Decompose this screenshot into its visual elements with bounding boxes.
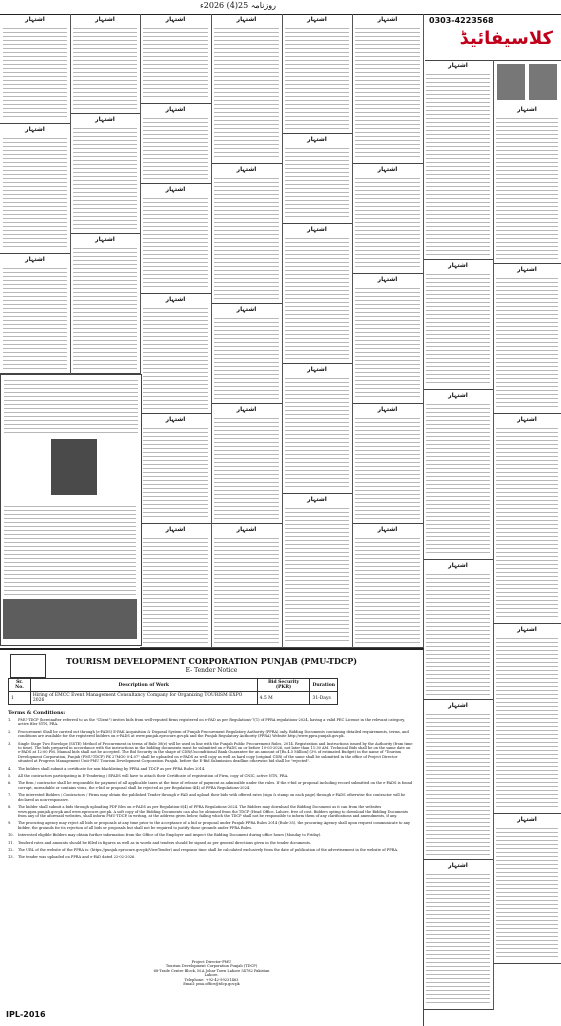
legal-notice: اشتہار xyxy=(140,294,211,414)
legal-notice: اشتہار xyxy=(423,60,493,260)
table-cell: 1 xyxy=(9,692,31,705)
term-text: Tenderd rates and amounts should be filled in figures as well as in words and tenders should be signed as per general directions given in the tender documents. xyxy=(18,840,312,845)
legal-notice: اشتہار xyxy=(140,184,211,294)
term-number: 1. xyxy=(8,718,12,722)
term-number: 5. xyxy=(8,774,12,779)
portrait-photo xyxy=(529,64,557,100)
table-header: Sr. No. xyxy=(9,679,31,692)
term-text: The procuring agency may reject all bids or proposals at any time prior to the acceptance of a bid or proposal under Punjab PPRA Rules 2014 (Rule-35). the procuring Agency shall upon request communicate to any bidder, the grounds for its rejection of all bids or proposals but shall not be required to justify those grounds under PPRA Rules. xyxy=(18,821,411,830)
legal-notice: اشتہار xyxy=(70,234,140,374)
table-header: Duration xyxy=(310,679,338,692)
table-cell: Hiring of EMCC Event Management Consultancy Company for Organizing TOURISM EXPO 2026 xyxy=(30,692,257,705)
table-header: Bid Security (PKR) xyxy=(257,679,310,692)
term-number: 7. xyxy=(8,793,12,798)
legal-notice: اشتہار xyxy=(493,104,561,264)
term-item xyxy=(8,855,413,859)
legal-notice: اشتہار xyxy=(282,224,352,364)
term-text: The bidder shall submit a bids through uploading PDF files on e-PADS as per Regulation-6(4) of PPRA Regulations-2024. The Bidders may download the Bidding Document as it can from the websites www.ppra.punjab.gov.pk and www.eprocure.gov.pk. A soft copy of the Bidding Documents can also be obtained from the TDCP (Head Office, Lahore, free of cost. Bidders opting to download the Bidding Documents from any of the aforesaid websites, shall inform PMU-TDCP, in writing, at the address given below, failing which the TDCP shall not be responsible to inform them of any clarifications and amendments, if any. xyxy=(18,805,409,818)
legal-notice: اشتہار xyxy=(0,14,70,124)
term-number: 11. xyxy=(8,840,14,845)
legal-notice: اشتہار xyxy=(211,14,282,164)
term-item xyxy=(8,841,413,845)
legal-notice: اشتہار xyxy=(352,524,423,648)
term-text: The tender was uploaded on PPRA and e-PAD dated 22-02-2026. xyxy=(18,855,136,860)
terms-heading: Terms & Conditions: xyxy=(8,710,66,716)
news-article xyxy=(0,374,142,646)
legal-notice: اشتہار xyxy=(70,114,140,234)
term-item xyxy=(8,821,413,830)
notice-column-6 xyxy=(140,14,212,648)
term-text: The bidders shall submit a certificate for non-blacklisting by PPRA and TDCP as per PPRA Rules 2014. xyxy=(18,766,206,771)
notice-column-2 xyxy=(423,60,494,1010)
signature-line: 68-Trade Centre Block, M.A Johar Town Lahore 54782 Pakistan xyxy=(153,968,270,973)
legal-notice: اشتہار xyxy=(423,390,493,560)
legal-notice: اشتہار xyxy=(423,560,493,700)
legal-notice: اشتہار xyxy=(352,14,423,164)
term-number: 10. xyxy=(8,833,14,838)
term-item xyxy=(8,833,413,837)
term-number: 8. xyxy=(8,805,12,810)
notice-column-4 xyxy=(282,14,353,648)
notice-column-5 xyxy=(211,14,283,648)
legal-notice: اشتہار xyxy=(282,134,352,224)
legal-notice: اشتہار xyxy=(0,254,70,374)
term-item xyxy=(8,781,413,790)
table-header: Description of Work xyxy=(30,679,257,692)
legal-notice: اشتہار xyxy=(352,274,423,404)
legal-notice: اشتہار xyxy=(352,404,423,524)
terms-list xyxy=(8,718,413,863)
term-item xyxy=(8,774,413,778)
tender-table xyxy=(8,678,338,705)
news-text xyxy=(1,501,139,597)
portrait-photo xyxy=(497,64,525,100)
term-number: 6. xyxy=(8,781,12,786)
contact-phone: 0303-4223568 xyxy=(429,16,494,25)
table-cell: 4.5 M xyxy=(257,692,310,705)
masthead-strip xyxy=(0,0,561,15)
legal-notice: اشتہار xyxy=(70,14,140,114)
term-text: PMU-TDCP (hereinafter referred to as the "Client") invites bids from well-reputed firms registered on e-PAD as per Regulations-7(1) of PPRA regulations-2024, having a valid PEC License in the relevant category, active filer NTN, PRA. xyxy=(18,718,405,727)
classified-header xyxy=(425,14,561,61)
legal-notice: اشتہار xyxy=(140,14,211,104)
signature-block xyxy=(0,960,423,986)
tender-subtitle: E- Tender Notice xyxy=(185,667,238,674)
legal-notice: اشتہار xyxy=(211,404,282,524)
legal-notice: اشتہار xyxy=(140,414,211,524)
term-item xyxy=(8,742,413,764)
group-photo xyxy=(3,599,137,639)
term-text: The URL of the website of the PPRA is: (https://punjab.eprocure.gov.pk/ViewTender) and response time shall be calculated exclusively from the date of publication of the advertisement in the website of PPRA. xyxy=(18,847,399,852)
term-text: The interested Bidders / Contractors / Firms may obtain the published Tender through e-PAD and upload their bids with offered rates (sign & stamp on each page) through e-PADS otherwise the contractor will be declared as non-responsive. xyxy=(18,793,406,802)
legal-notice: اشتہار xyxy=(423,860,493,1010)
table-row xyxy=(9,692,338,705)
signature-line: Project Director-PMU xyxy=(191,960,232,964)
term-item xyxy=(8,730,413,739)
signature-line: Tourism Development Corporation Punjab (TDCP) xyxy=(165,964,258,969)
legal-notice: اشتہار xyxy=(352,164,423,274)
term-item xyxy=(8,767,413,771)
legal-notice: اشتہار xyxy=(423,700,493,860)
portrait-photo xyxy=(51,439,97,495)
term-text: All the contractors participating in E-Tendering / EPADS will have to attach their Certificate of registration of Firm, copy of CNIC, active NTN, PRA. xyxy=(18,774,289,779)
legal-notice: اشتہار xyxy=(493,414,561,624)
legal-notice: اشتہار xyxy=(282,14,352,134)
term-item xyxy=(8,718,413,727)
term-number: 13. xyxy=(8,855,14,860)
legal-notice: اشتہار xyxy=(282,364,352,494)
term-item xyxy=(8,848,413,852)
term-number: 9. xyxy=(8,821,12,826)
legal-notice: اشتہار xyxy=(140,524,211,648)
term-number: 4. xyxy=(8,766,12,771)
term-number: 12. xyxy=(8,847,14,852)
notice-column-7 xyxy=(70,14,141,374)
term-text: Single Stage Two Envelope (SSTE) Method of Procurement in terms of Rule 38(e) will be used in line with the Punjab Public Procurement Rules, 2014. Registration and Instructions issued by the Authority (from time to time). The bids prepared in accordance with the instructions in the bidding documents must be submitted on e-PADS on or before 10-03-2026, not later than 11:30 AM. Technical Bids shall be on the same date on e-PADS at 12:00 PM. Manual bids shall not be accepted. The Bid Security in the shape of CDR/Unconditional Bank Guarantee for an amount of [Rs.4.5 Million] (3% of estimated Budget) in the name of "Tourism Development Corporation, Punjab (PMU-TDCP) PK 27MO0 0-4.07" shall be uploaded on e-PADS as well copy as well as hard copy (original CDR) of the same shall be submitted in the office of Project Director situated at Progress Management Unit-PMU Tourism Development Corporation Punjab, before the E-Bid Submission deadline otherwise bid shall be "rejected". xyxy=(18,741,413,764)
notice-column-3 xyxy=(352,14,424,648)
term-text: The firm / contractor shall be responsible for payment of all applicable taxes at the time of release of payment as admissible under the rules. If the e-bid or proposal including record submitted on the e-PADS is found corrupt, unreadable or contains virus, the e-bid or proposal shall be rejected as per Regulation-4(4) of PPRA Regulations-2024. xyxy=(18,781,413,790)
legal-notice: اشتہار xyxy=(423,260,493,390)
term-item xyxy=(8,793,413,802)
issue-date: روزنامہ 25(4) 2026ء xyxy=(200,1,276,10)
legal-notice: اشتہار xyxy=(0,124,70,254)
legal-notice: اشتہار xyxy=(493,264,561,414)
term-number: 2. xyxy=(8,729,12,734)
signature-line: Email: pmu.office@tdcp.gov.pk xyxy=(183,982,240,987)
legal-notice: اشتہار xyxy=(211,524,282,648)
table-cell: 31-Days xyxy=(310,692,338,705)
news-text xyxy=(1,375,141,435)
classified-title: کلاسیفائیڈ xyxy=(459,28,553,49)
term-item xyxy=(8,805,413,818)
legal-notice: اشتہار xyxy=(493,814,561,964)
term-text: Procurement Shall be carried out through (e-PADS) E-PAK Acquisition & Disposal System of Punjab Procurement Regulatory Authority (PPRA) only. Bidding Documents containing detailed requirements, terms, and conditions are available for the registered bidders on e-PADS at www.punjab.eprocure.gov.pk and the Punjab Regulatory Authority (PPRA) Website http://www.ppra.punjab.gov.pk. xyxy=(18,729,409,739)
legal-notice: اشتہار xyxy=(493,624,561,814)
legal-notice: اشتہار xyxy=(140,104,211,184)
notice-column-8 xyxy=(0,14,71,374)
term-number: 3. xyxy=(8,741,12,746)
legal-notice: اشتہار xyxy=(211,164,282,304)
tender-title: TOURISM DEVELOPMENT CORPORATION PUNJAB (PMU-TDCP) xyxy=(65,656,358,666)
legal-notice: اشتہار xyxy=(282,494,352,648)
term-text: Interested eligible Bidders may obtain further information from the Office of the Employer and inspect the Bidding Document during office hours (Monday to Friday). xyxy=(18,833,322,838)
legal-notice: اشتہار xyxy=(211,304,282,404)
ipl-code: IPL-2016 xyxy=(6,1010,46,1019)
notice-column-1 xyxy=(493,60,561,1010)
signature-line: Lahore. xyxy=(204,973,219,978)
signature-line: Telephone: +92-42-99231463 xyxy=(184,977,239,982)
